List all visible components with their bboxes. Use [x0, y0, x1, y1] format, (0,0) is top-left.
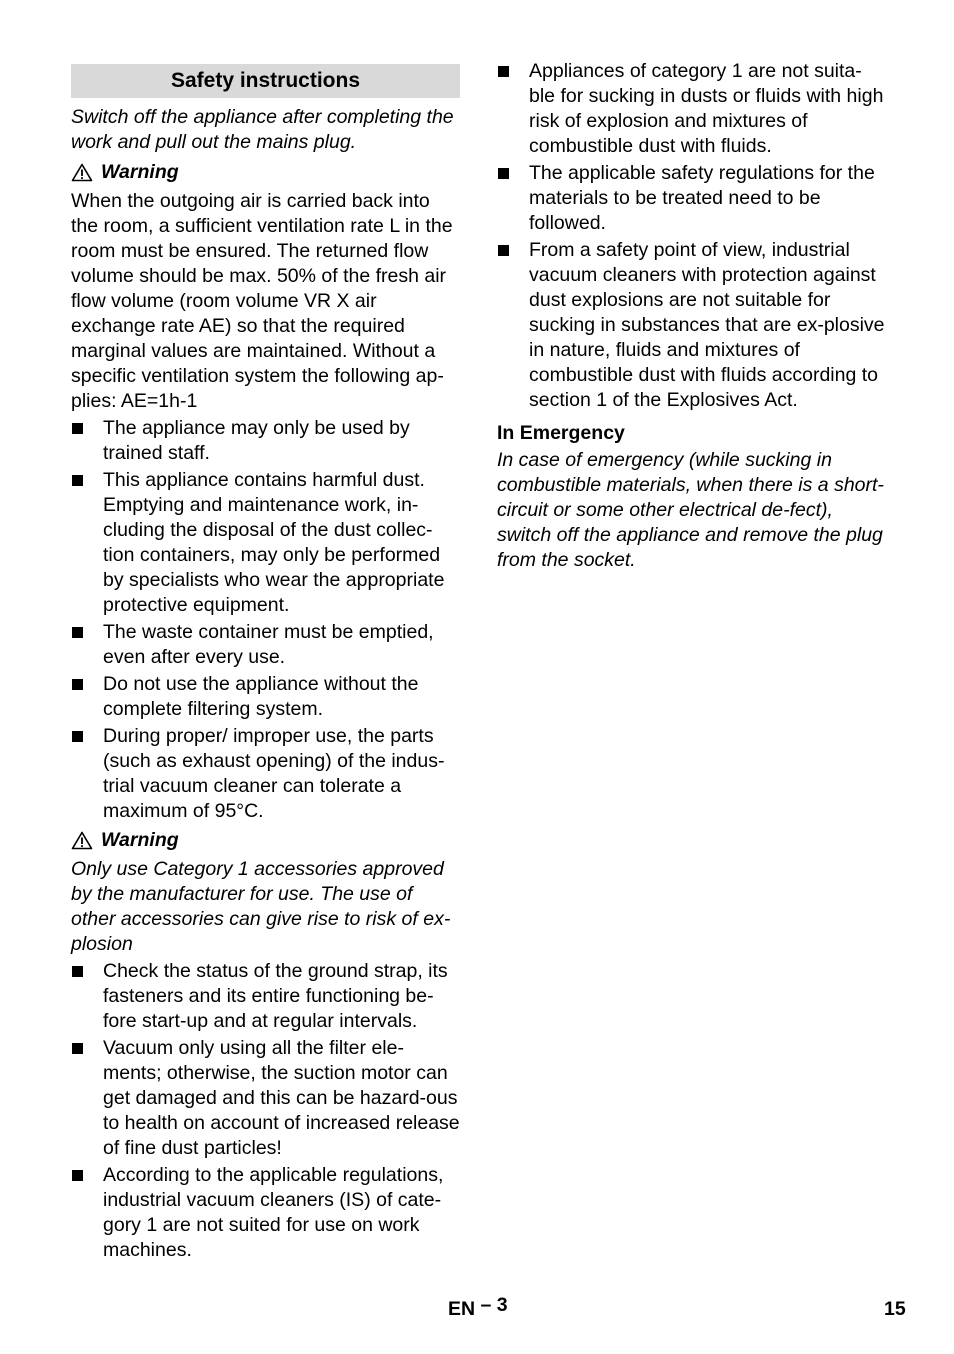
- emergency-heading: In Emergency: [497, 422, 625, 444]
- list-item: The appliance may only be used by trained staff.: [71, 416, 460, 466]
- list-item: During proper/ improper use, the parts (such as exhaust opening) of the indus-trial vacuum cleaner can tolerate a maximum of 95°C.: [71, 724, 460, 824]
- list-item: Check the status of the ground strap, its fasteners and its entire functioning be-fore start-up and at regular intervals.: [71, 959, 460, 1034]
- warning-triangle-icon: [71, 831, 93, 850]
- list-item: Vacuum only using all the filter ele-ments; otherwise, the suction motor can get damaged and this can be hazard-ous to health on account of increased release of fine dust particles!: [71, 1036, 460, 1161]
- bullet-square-icon: [498, 245, 509, 256]
- footer-language: EN: [448, 1298, 476, 1320]
- right-column: [497, 59, 887, 573]
- warning-label: Warning: [101, 161, 179, 183]
- warning-label: Warning: [101, 829, 179, 851]
- bullet-square-icon: [498, 66, 509, 77]
- footer-section-number: – 3: [480, 1294, 508, 1316]
- list-item: According to the applicable regulations, industrial vacuum cleaners (IS) of cate-gory 1 are not suited for use on work machines.: [71, 1163, 460, 1263]
- bullet-square-icon: [498, 168, 509, 179]
- bullet-square-icon: [72, 423, 83, 434]
- bullet-square-icon: [72, 1170, 83, 1181]
- left-column: [71, 105, 460, 1265]
- list-item: The applicable safety regulations for the materials to be treated need to be followed.: [497, 161, 887, 236]
- list-item: The waste container must be emptied, even after every use.: [71, 620, 460, 670]
- page-number: 15: [884, 1298, 906, 1320]
- warning-1: [71, 160, 460, 185]
- warning-triangle-icon: [71, 163, 93, 182]
- bullet-list-2: [71, 959, 460, 1263]
- bullet-square-icon: [72, 1043, 83, 1054]
- warning-2-text: Only use Category 1 accessories approved by the manufacturer for use. The use of other accessories can give rise to risk of ex-plosion: [71, 858, 451, 955]
- intro-text: Switch off the appliance after completing the work and pull out the mains plug.: [71, 106, 454, 153]
- section-heading: Safety instructions: [71, 64, 460, 98]
- bullet-square-icon: [72, 627, 83, 638]
- list-item: This appliance contains harmful dust. Emptying and maintenance work, in-cluding the disposal of the dust collec-tion containers, may only be performed by specialists who wear the appropriate protective equipment.: [71, 468, 460, 618]
- list-item: From a safety point of view, industrial vacuum cleaners with protection against dust explosions are not suitable for sucking in substances that are ex-plosive in nature, fluids and mixtures of combustible dust with fluids according to section 1 of the Explosives Act.: [497, 238, 887, 413]
- list-item: Do not use the appliance without the complete filtering system.: [71, 672, 460, 722]
- warning-1-text: When the outgoing air is carried back into the room, a sufficient ventilation rate L in the room must be ensured. The returned flow volume should be max. 50% of the fresh air flow volume (room volume VR X air exchange rate AE) so that the required marginal values are maintained. Without a specific ventilation system the following ap-plies: AE=1h-1: [71, 190, 453, 412]
- footer-section: [448, 1296, 508, 1322]
- emergency-text: In case of emergency (while sucking in combustible materials, when there is a short-circuit or some other electrical de-fect), switch off the appliance and remove the plug from the socket.: [497, 449, 884, 571]
- bullet-list-1: [71, 416, 460, 824]
- bullet-square-icon: [72, 475, 83, 486]
- warning-2: [71, 828, 460, 853]
- list-item: Appliances of category 1 are not suita-ble for sucking in dusts or fluids with high risk of explosion and mixtures of combustible dust with fluids.: [497, 59, 887, 159]
- bullet-square-icon: [72, 966, 83, 977]
- bullet-square-icon: [72, 679, 83, 690]
- bullet-list-3: [497, 59, 887, 413]
- bullet-square-icon: [72, 731, 83, 742]
